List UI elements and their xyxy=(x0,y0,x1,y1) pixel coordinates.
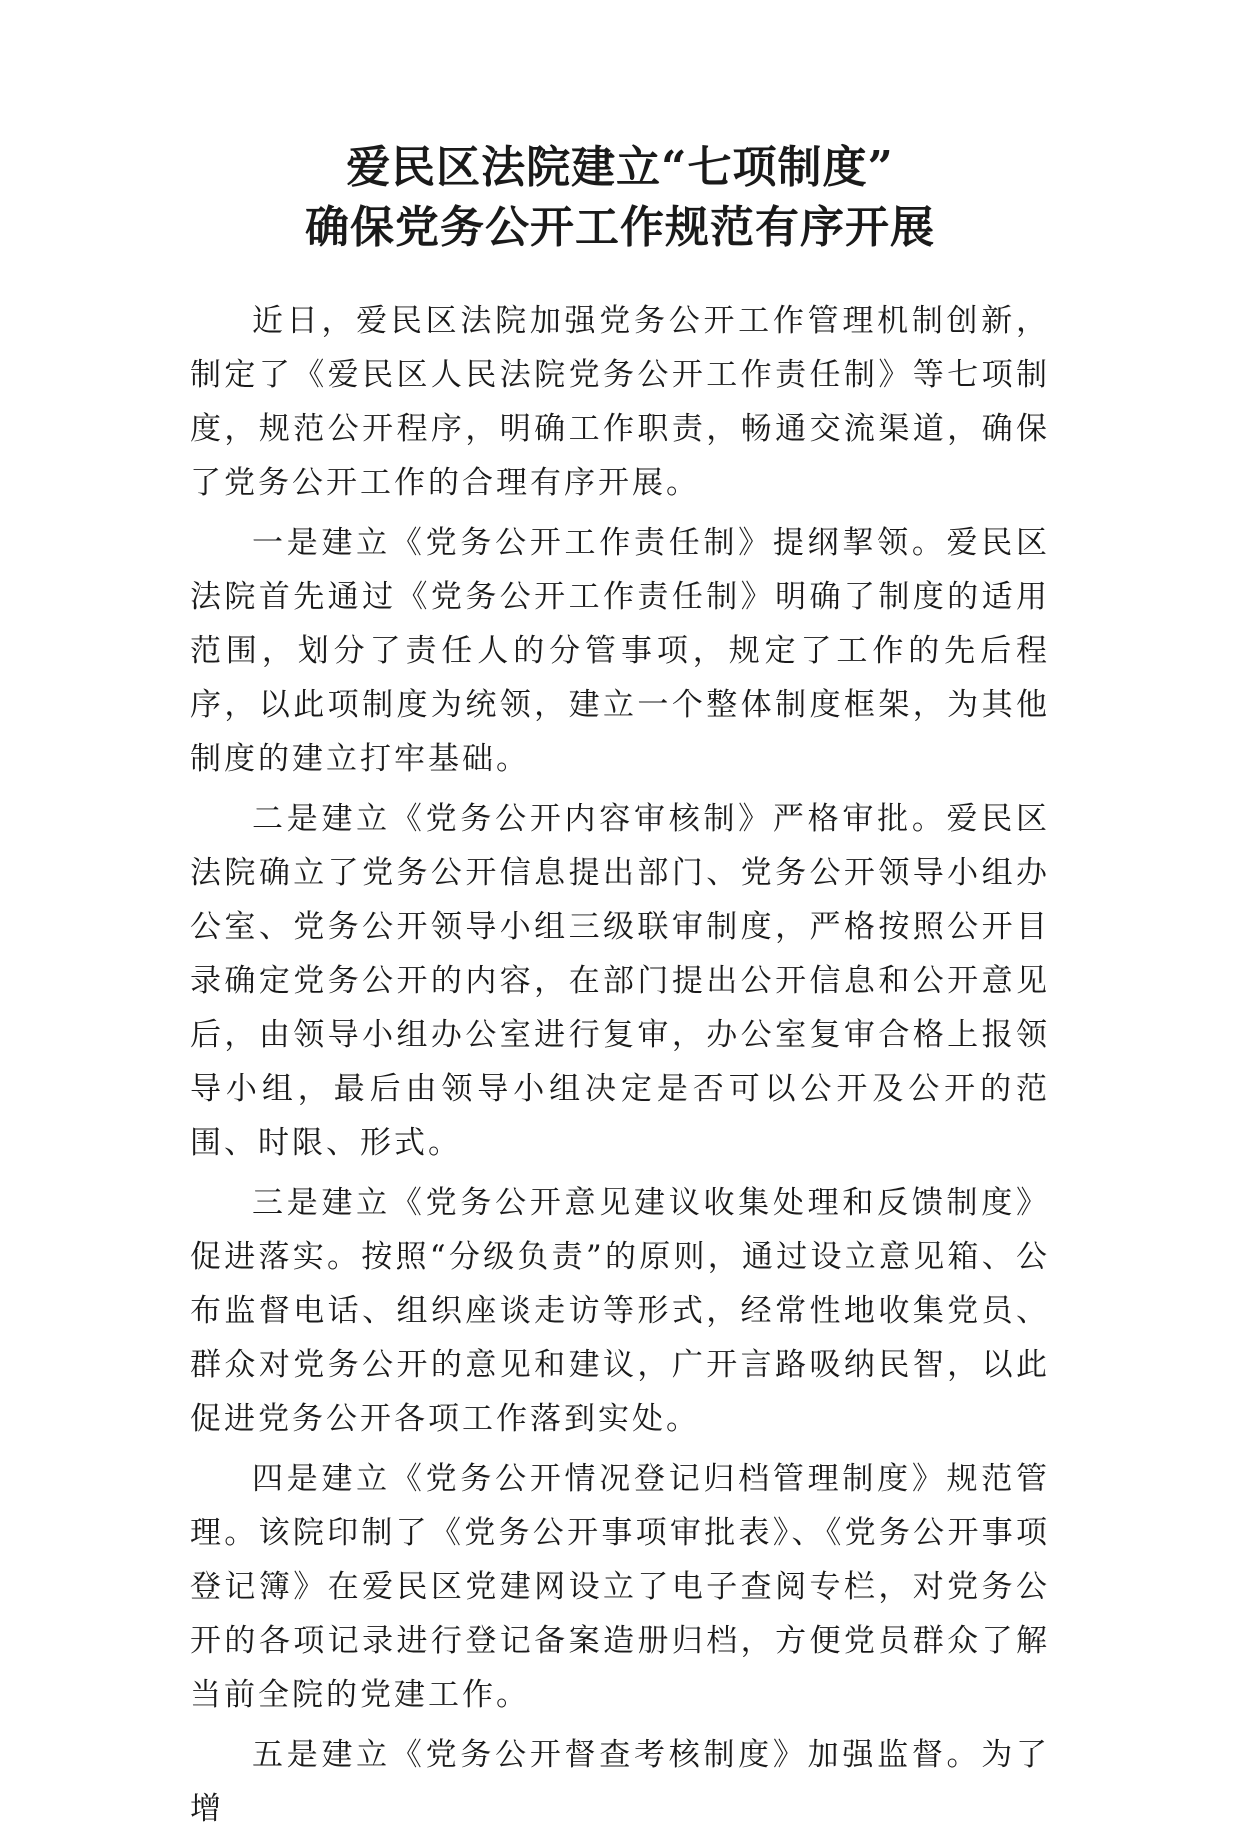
title-line-1: 爱民区法院建立“七项制度” xyxy=(346,142,894,193)
paragraph-item-2: 二是建立《党务公开内容审核制》严格审批。爱民区法院确立了党务公开信息提出部门、党务公开领导小组办公室、党务公开领导小组三级联审制度，严格按照公开目录确定党务公开的内容，在部门提出公开信息和公开意见后，由领导小组办公室进行复审，办公室复审合格上报领导小组，最后由领导小组决定是否可以公开及公开的范围、时限、形式。 xyxy=(190,801,1050,1161)
document-body xyxy=(190,294,1050,1842)
paragraph-item-1: 一是建立《党务公开工作责任制》提纲挈领。爱民区法院首先通过《党务公开工作责任制》明确了制度的适用范围，划分了责任人的分管事项，规定了工作的先后程序，以此项制度为统领，建立一个整体制度框架，为其他制度的建立打牢基础。 xyxy=(190,525,1050,777)
document-title xyxy=(190,138,1050,258)
title-line-2: 确保党务公开工作规范有序开展 xyxy=(305,202,935,253)
paragraph-item-5: 五是建立《党务公开督查考核制度》加强监督。为了增 xyxy=(190,1737,1050,1827)
paragraph-item-4: 四是建立《党务公开情况登记归档管理制度》规范管理。该院印制了《党务公开事项审批表》、《党务公开事项登记簿》在爱民区党建网设立了电子查阅专栏，对党务公开的各项记录进行登记备案造册归档，方便党员群众了解当前全院的党建工作。 xyxy=(190,1461,1050,1713)
paragraph-item-3: 三是建立《党务公开意见建议收集处理和反馈制度》促进落实。按照“分级负责”的原则，通过设立意见箱、公布监督电话、组织座谈走访等形式，经常性地收集党员、群众对党务公开的意见和建议，广开言路吸纳民智，以此促进党务公开各项工作落到实处。 xyxy=(190,1185,1050,1437)
paragraph-intro: 近日，爱民区法院加强党务公开工作管理机制创新，制定了《爱民区人民法院党务公开工作责任制》等七项制度，规范公开程序，明确工作职责，畅通交流渠道，确保了党务公开工作的合理有序开展。 xyxy=(190,303,1050,501)
